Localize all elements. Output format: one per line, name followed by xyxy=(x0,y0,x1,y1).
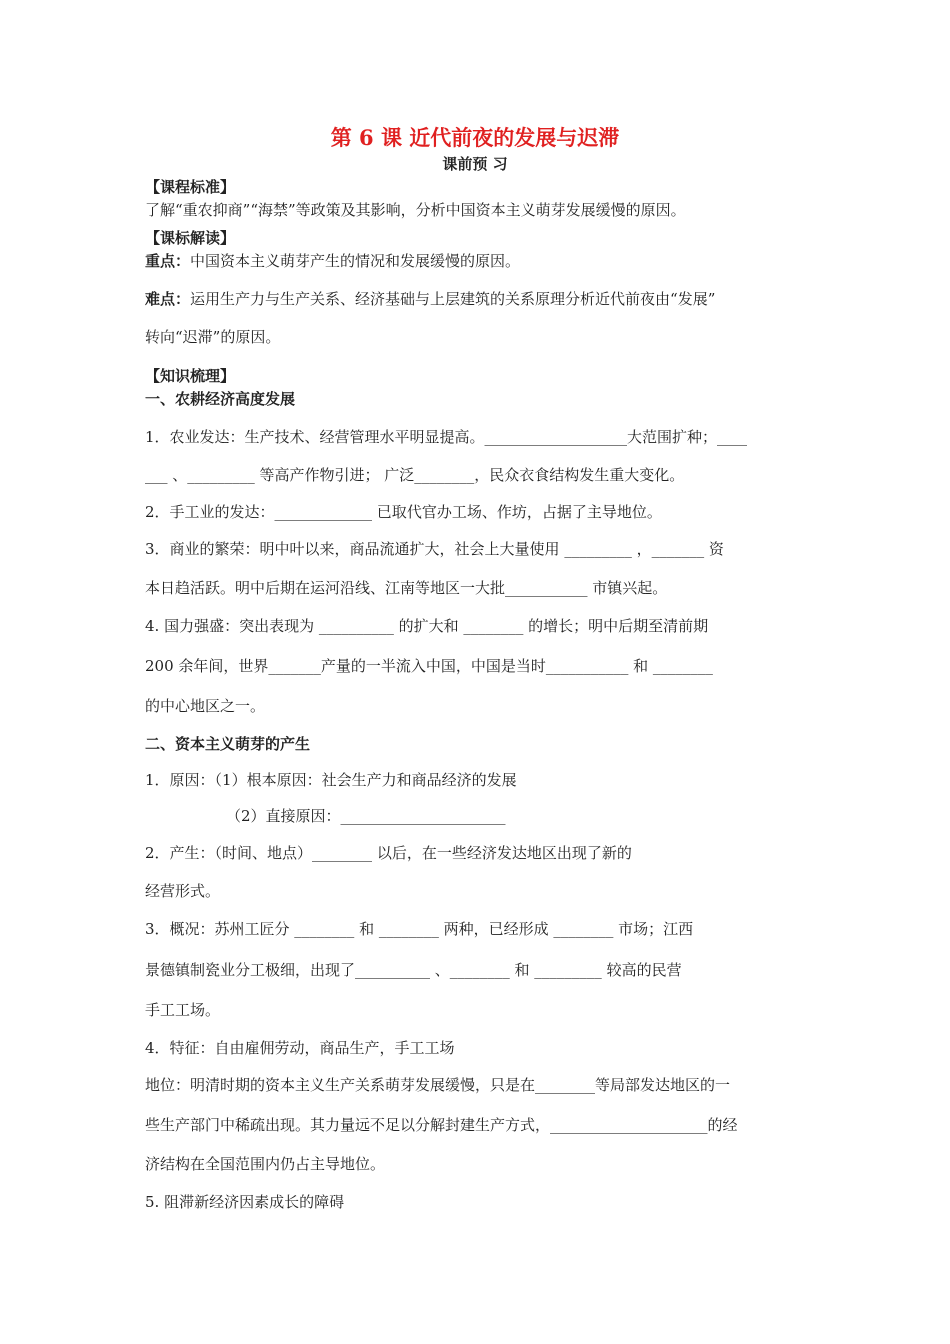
p2-item4-line1: 4．特征：自由雇佣劳动，商品生产，手工工场 xyxy=(145,1039,455,1057)
difficult-point-text: 运用生产力与生产关系、经济基础与上层建筑的关系原理分析近代前夜由“发展” xyxy=(190,290,716,308)
difficult-point xyxy=(145,289,807,309)
p2-item3-line2: 景德镇制瓷业分工极细，出现了__________ 、________ 和 _________ 较高的民营 xyxy=(145,961,682,979)
difficult-point-cont: 转向“迟滞”的原因。 xyxy=(145,328,281,346)
p1-item4-line1: 4. 国力强盛：突出表现为 __________ 的扩大和 ________ 的增长；明中后期至清前期 xyxy=(145,617,709,635)
p2-item3-line1: 3．概况：苏州工匠分 ________ 和 ________ 两种，已经形成 ________ 市场；江西 xyxy=(145,920,694,938)
p2-item5: 5. 阻滞新经济因素成长的障碍 xyxy=(145,1193,345,1211)
p2-item3-line3: 手工工场。 xyxy=(145,1001,221,1019)
key-point-text: 中国资本主义萌芽产生的情况和发展缓慢的原因。 xyxy=(190,252,521,270)
p2-item4-line2: 地位：明清时期的资本主义生产关系萌芽发展缓慢，只是在________等局部发达地区的一 xyxy=(145,1076,731,1094)
p1-item1-line1: 1．农业发达：生产技术、经营管理水平明显提高。___________________大范围扩种；____ xyxy=(145,428,748,446)
part1-heading: 一、农耕经济高度发展 xyxy=(145,390,296,408)
p1-item4-line2: 200 余年间，世界_______产量的一半流入中国，中国是当时___________ 和 ________ xyxy=(145,657,713,675)
section-course-standard: 【课程标准】 xyxy=(145,178,236,196)
key-point-label: 重点： xyxy=(145,252,191,270)
p1-item3-line1: 3．商业的繁荣：明中叶以来，商品流通扩大，社会上大量使用 _________ ，_______ 资 xyxy=(145,540,724,558)
difficult-point-label: 难点： xyxy=(145,290,191,308)
p1-item3-line2: 本日趋活跃。明中后期在运河沿线、江南等地区一大批___________ 市镇兴起。 xyxy=(145,579,668,597)
p1-item2: 2．手工业的发达：_____________ 已取代官办工场、作坊，占据了主导地位。 xyxy=(145,503,662,521)
p2-item2-line2: 经营形式。 xyxy=(145,882,221,900)
page-subtitle: 课前预 习 xyxy=(442,155,508,173)
section-standard-interpretation: 【课标解读】 xyxy=(145,229,236,247)
p2-item2-line1: 2．产生：（时间、地点）________ 以后，在一些经济发达地区出现了新的 xyxy=(145,844,632,862)
p2-item4-line3: 些生产部门中稀疏出现。其力量远不足以分解封建生产方式，_____________________的经 xyxy=(145,1116,738,1134)
p1-item4-line3: 的中心地区之一。 xyxy=(145,697,266,715)
p1-item1-line2: ___ 、_________ 等高产作物引进； 广泛________，民众衣食结构发生重大变化。 xyxy=(145,466,685,484)
section-knowledge: 【知识梳理】 xyxy=(145,367,236,385)
part2-heading: 二、资本主义萌芽的产生 xyxy=(145,735,311,753)
key-point xyxy=(145,251,807,271)
page-title: 第 6 课 近代前夜的发展与迟滞 xyxy=(330,125,620,150)
p2-item4-line4: 济结构在全国范围内仍占主导地位。 xyxy=(145,1155,386,1173)
p2-item1-line1: 1．原因：（1）根本原因：社会生产力和商品经济的发展 xyxy=(145,771,517,789)
standard-text: 了解“重农抑商”“海禁”等政策及其影响，分析中国资本主义萌芽发展缓慢的原因。 xyxy=(145,201,686,219)
p2-item1-line2: （2）直接原因：______________________ xyxy=(226,807,506,825)
